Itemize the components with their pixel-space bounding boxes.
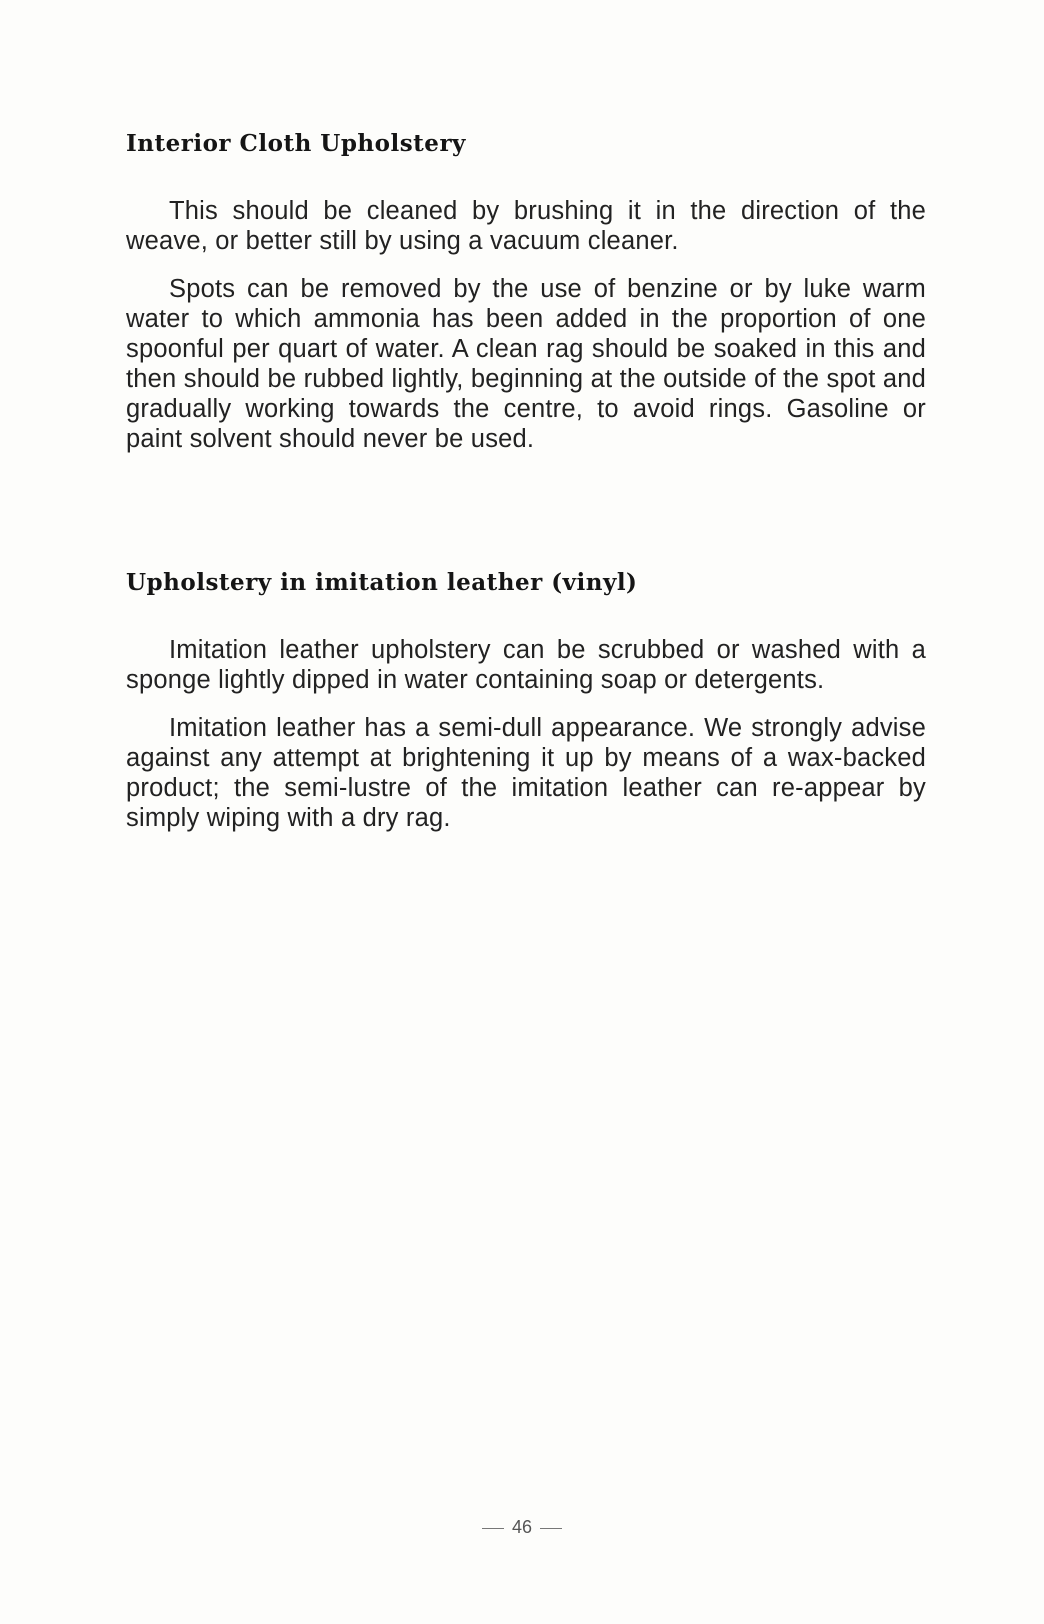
page-number: 46 — [511, 1517, 533, 1537]
paragraph: Spots can be removed by the use of benzine or by luke warm water to which ammonia has been added in the proportion of one spoonful per quart of water. A clean rag should be soaked in this and then should be rubbed lightly, beginning at the outside of the spot and gradually working towards the centre, to avoid rings. Gasoline or paint solvent should never be used. — [126, 275, 926, 453]
page-footer — [0, 1517, 1044, 1538]
section-heading: Upholstery in imitation leather (vinyl) — [126, 569, 638, 596]
dash-decoration — [482, 1528, 504, 1529]
paragraph: Imitation leather has a semi-dull appearance. We strongly advise against any attempt at brightening it up by means of a wax-backed product; the semi-lustre of the imitation leather can re-appear by simply wiping with a dry rag. — [126, 714, 926, 832]
section-interior-cloth-upholstery — [126, 128, 926, 472]
dash-decoration — [540, 1528, 562, 1529]
section-imitation-leather-upholstery — [126, 567, 926, 851]
section-heading: Interior Cloth Upholstery — [126, 130, 466, 157]
paragraph: Imitation leather upholstery can be scrubbed or washed with a sponge lightly dipped in water containing soap or detergents. — [126, 636, 926, 694]
paragraph: This should be cleaned by brushing it in the direction of the weave, or better still by using a vacuum cleaner. — [126, 197, 926, 255]
